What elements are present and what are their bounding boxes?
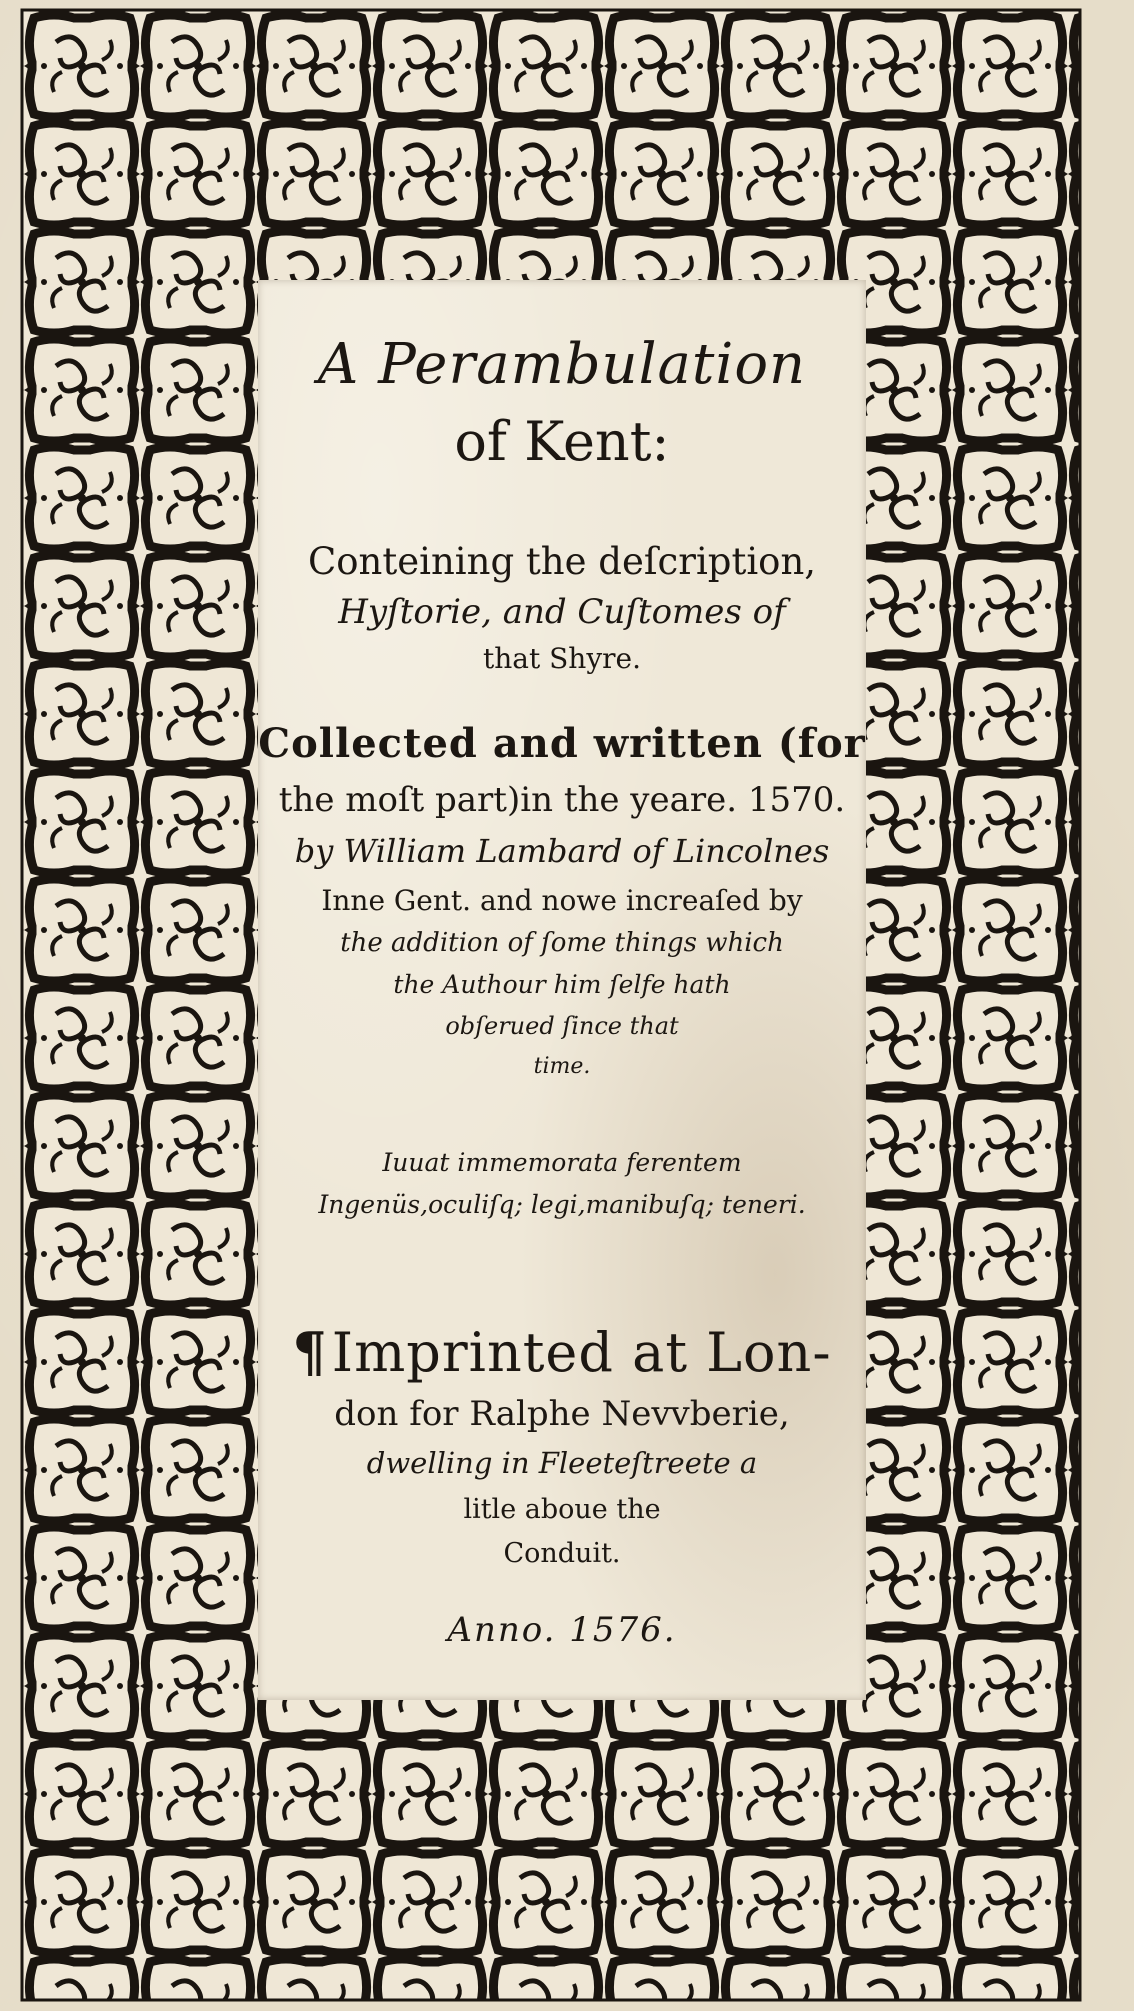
title-panel	[258, 280, 866, 1700]
collected-line-5: the addition of ſome things which	[340, 928, 784, 958]
subtitle-line-3: that Shyre.	[482, 642, 642, 675]
collected-line-1: Collected and written (for	[258, 720, 866, 767]
collected-line-2: the moſt part)in the yeare. 1570.	[278, 780, 846, 820]
motto-line-1: Iuuat immemorata ferentem	[382, 1148, 742, 1177]
imprint-line-3: dwelling in Fleeteſtreete a	[366, 1446, 758, 1480]
imprint-line-1-text: Imprinted at Lon-	[331, 1321, 832, 1384]
subtitle-line-2: Hyſtorie, and Cuſtomes of	[338, 592, 786, 632]
imprint-line-4: litle aboue the	[463, 1494, 661, 1525]
subtitle-line-1: Conteining the deſcription,	[307, 540, 817, 583]
collected-line-4: Inne Gent. and nowe increaſed by	[321, 884, 803, 917]
collected-line-6: the Authour him ſelfe hath	[393, 970, 731, 999]
title-line-2: of Kent:	[454, 410, 670, 473]
imprint-line-1	[258, 1320, 866, 1384]
pilcrow-icon: ¶	[292, 1320, 328, 1384]
title-line-1: A Perambulation	[317, 332, 807, 397]
publication-date: Anno. 1576.	[447, 1610, 677, 1650]
imprint-line-5: Conduit.	[503, 1538, 621, 1569]
collected-line-3: by William Lambard of Lincolnes	[294, 832, 830, 870]
collected-line-7: obſerued ſince that	[445, 1012, 679, 1040]
imprint-line-2: don for Ralphe Nevvberie,	[334, 1394, 790, 1434]
motto-line-2: Ingenüs,oculiſq; legi,manibuſq; teneri.	[318, 1190, 806, 1219]
collected-line-8: time.	[533, 1054, 591, 1079]
